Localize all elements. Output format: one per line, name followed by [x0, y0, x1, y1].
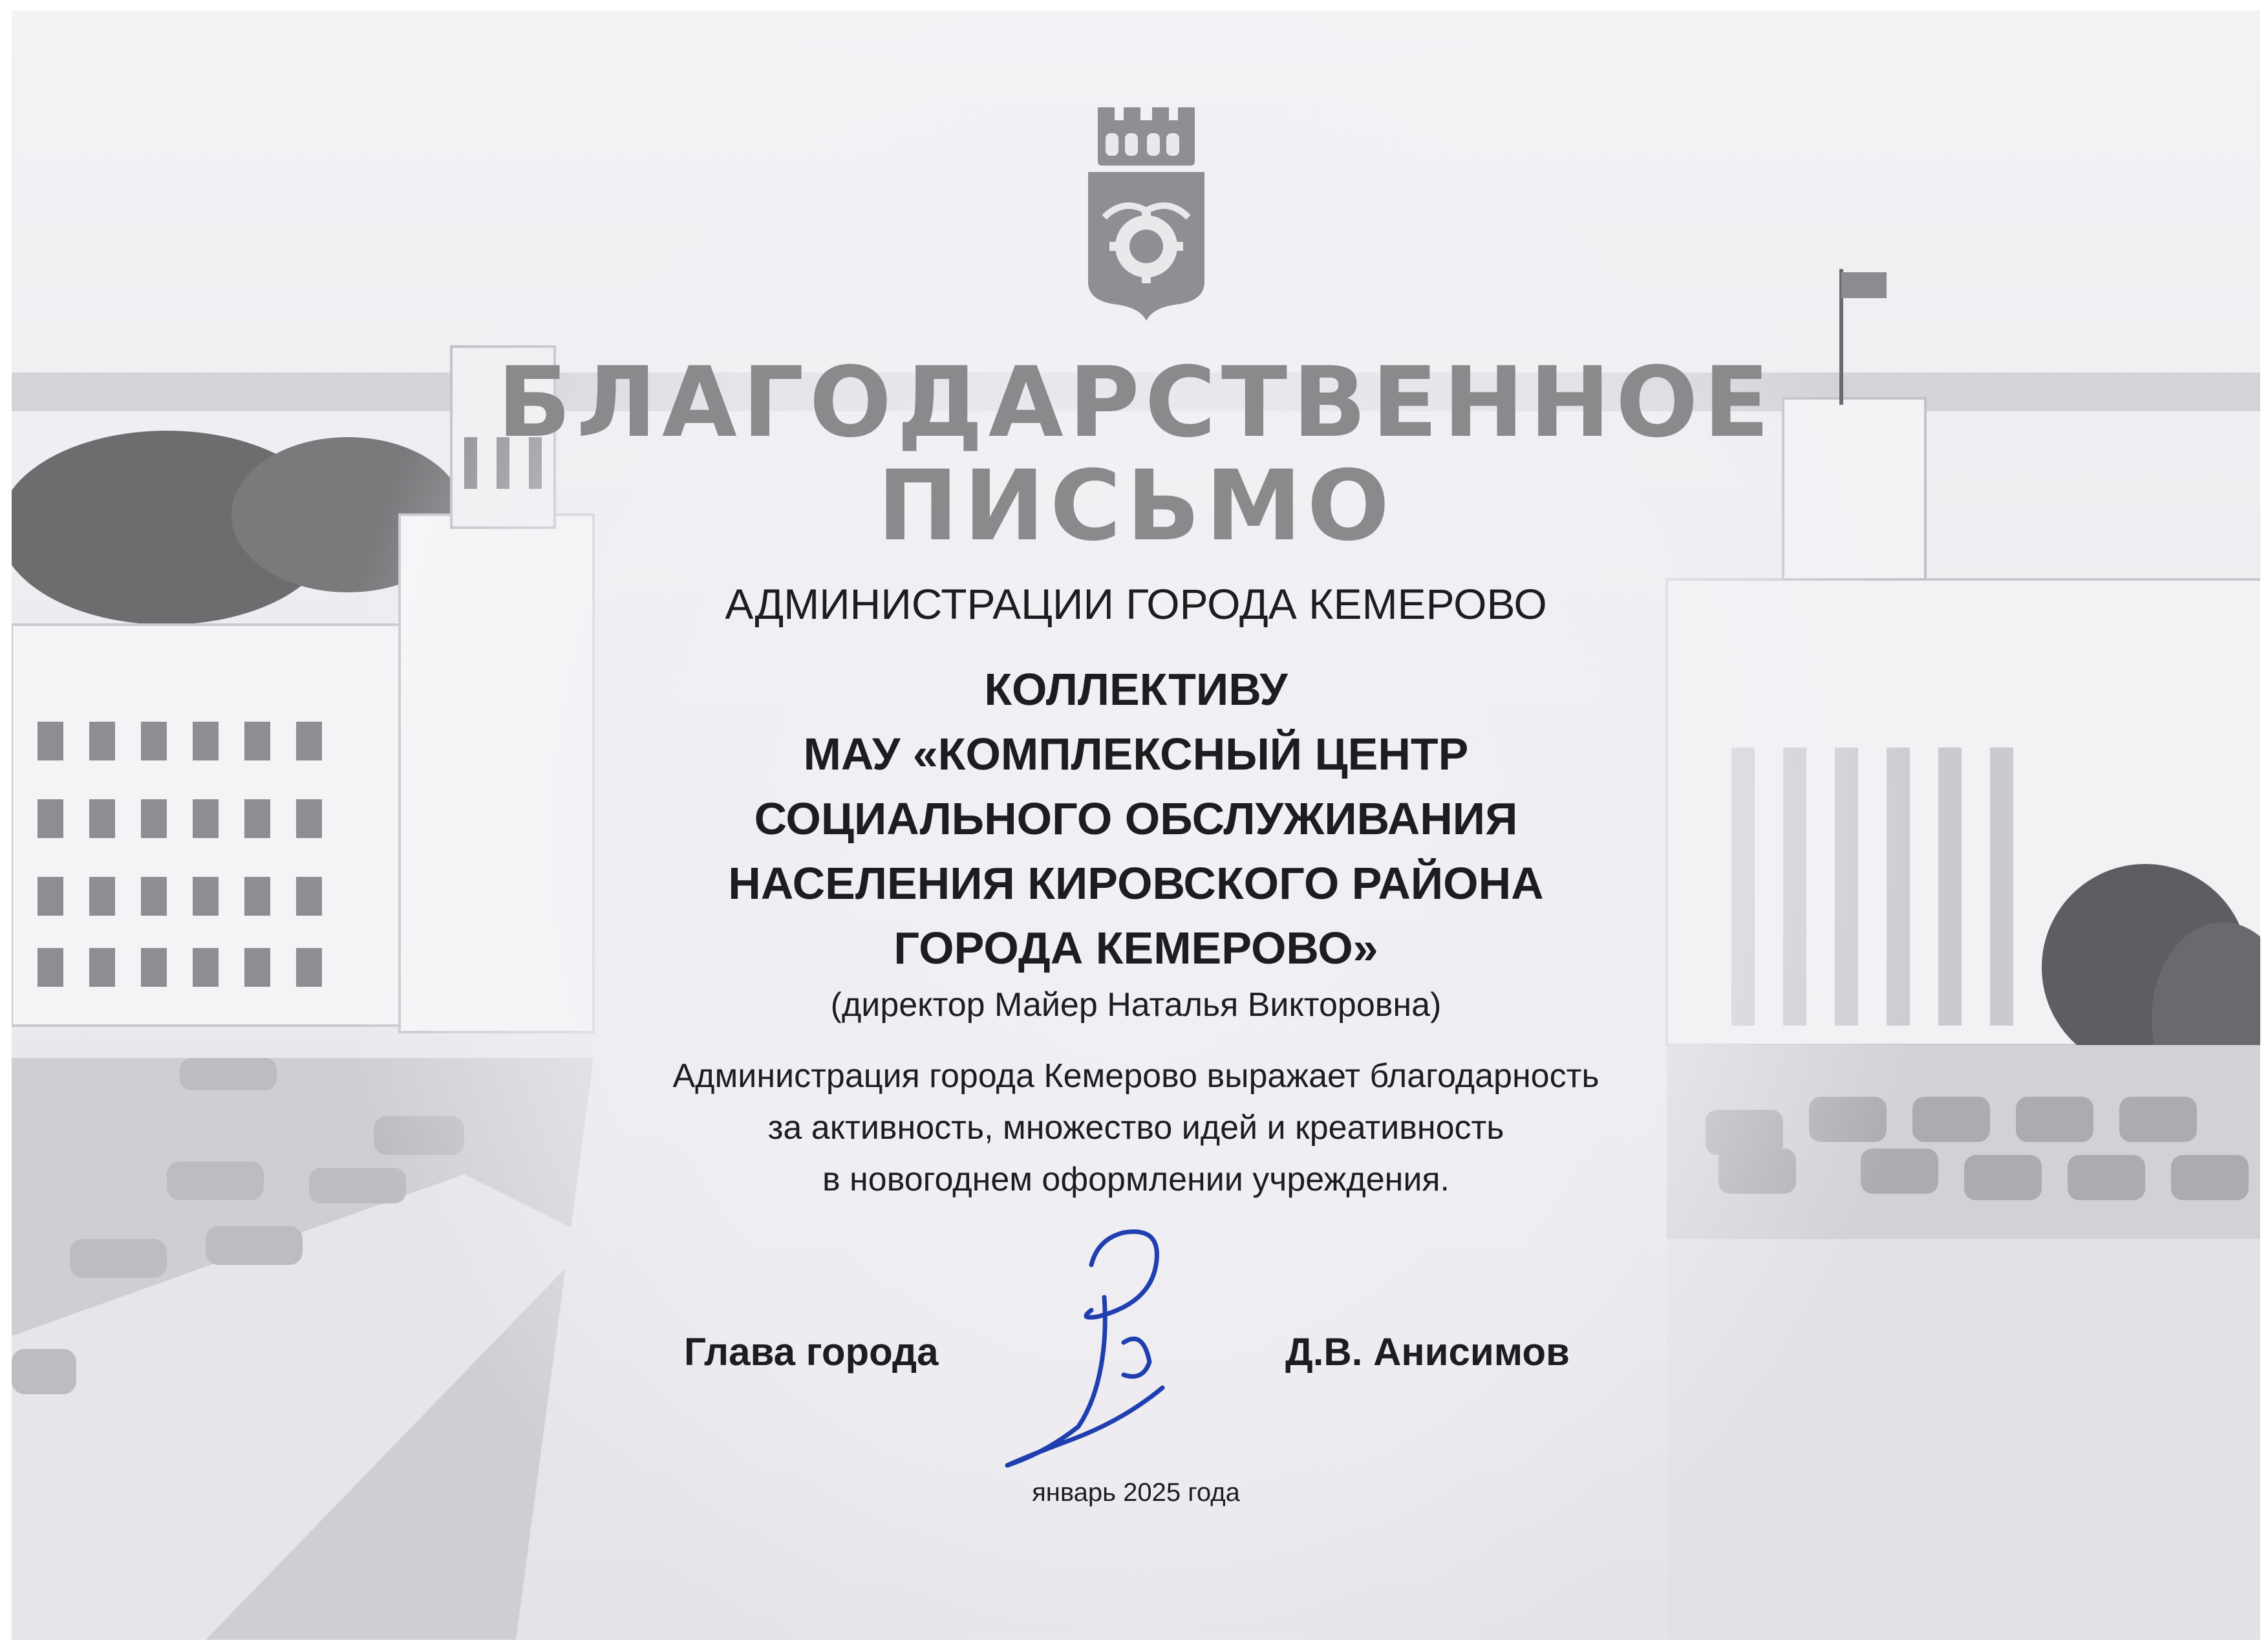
coat-of-arms-emblem: [1085, 107, 1208, 321]
letter-title-line1: БЛАГОДАРСТВЕННОЕ: [497, 347, 1775, 459]
body-text-line: в новогоднем оформлении учреждения.: [822, 1161, 1450, 1198]
body-text-line: Администрация города Кемерово выражает благодарность: [672, 1057, 1599, 1095]
letter-sheet: [12, 10, 2260, 1640]
issuer-heading: АДМИНИСТРАЦИИ ГОРОДА КЕМЕРОВО: [725, 580, 1547, 628]
recipient-line: СОЦИАЛЬНОГО ОБСЛУЖИВАНИЯ: [754, 793, 1518, 844]
letter-title-line2: ПИСЬМО: [877, 450, 1395, 563]
body-text-line: за активность, множество идей и креативность: [767, 1109, 1504, 1147]
signer-title: Глава города: [684, 1330, 939, 1374]
recipient-line: МАУ «КОМПЛЕКСНЫЙ ЦЕНТР: [803, 729, 1469, 779]
handwritten-signature: [994, 1213, 1266, 1485]
recipient-line: НАСЕЛЕНИЯ КИРОВСКОГО РАЙОНА: [728, 858, 1544, 909]
recipient-line: КОЛЛЕКТИВУ: [984, 664, 1288, 715]
director-note: (директор Майер Наталья Викторовна): [830, 986, 1442, 1024]
recipient-line: ГОРОДА КЕМЕРОВО»: [893, 923, 1378, 973]
letter-date: январь 2025 года: [1032, 1478, 1240, 1507]
signer-name: Д.В. Анисимов: [1285, 1330, 1570, 1374]
